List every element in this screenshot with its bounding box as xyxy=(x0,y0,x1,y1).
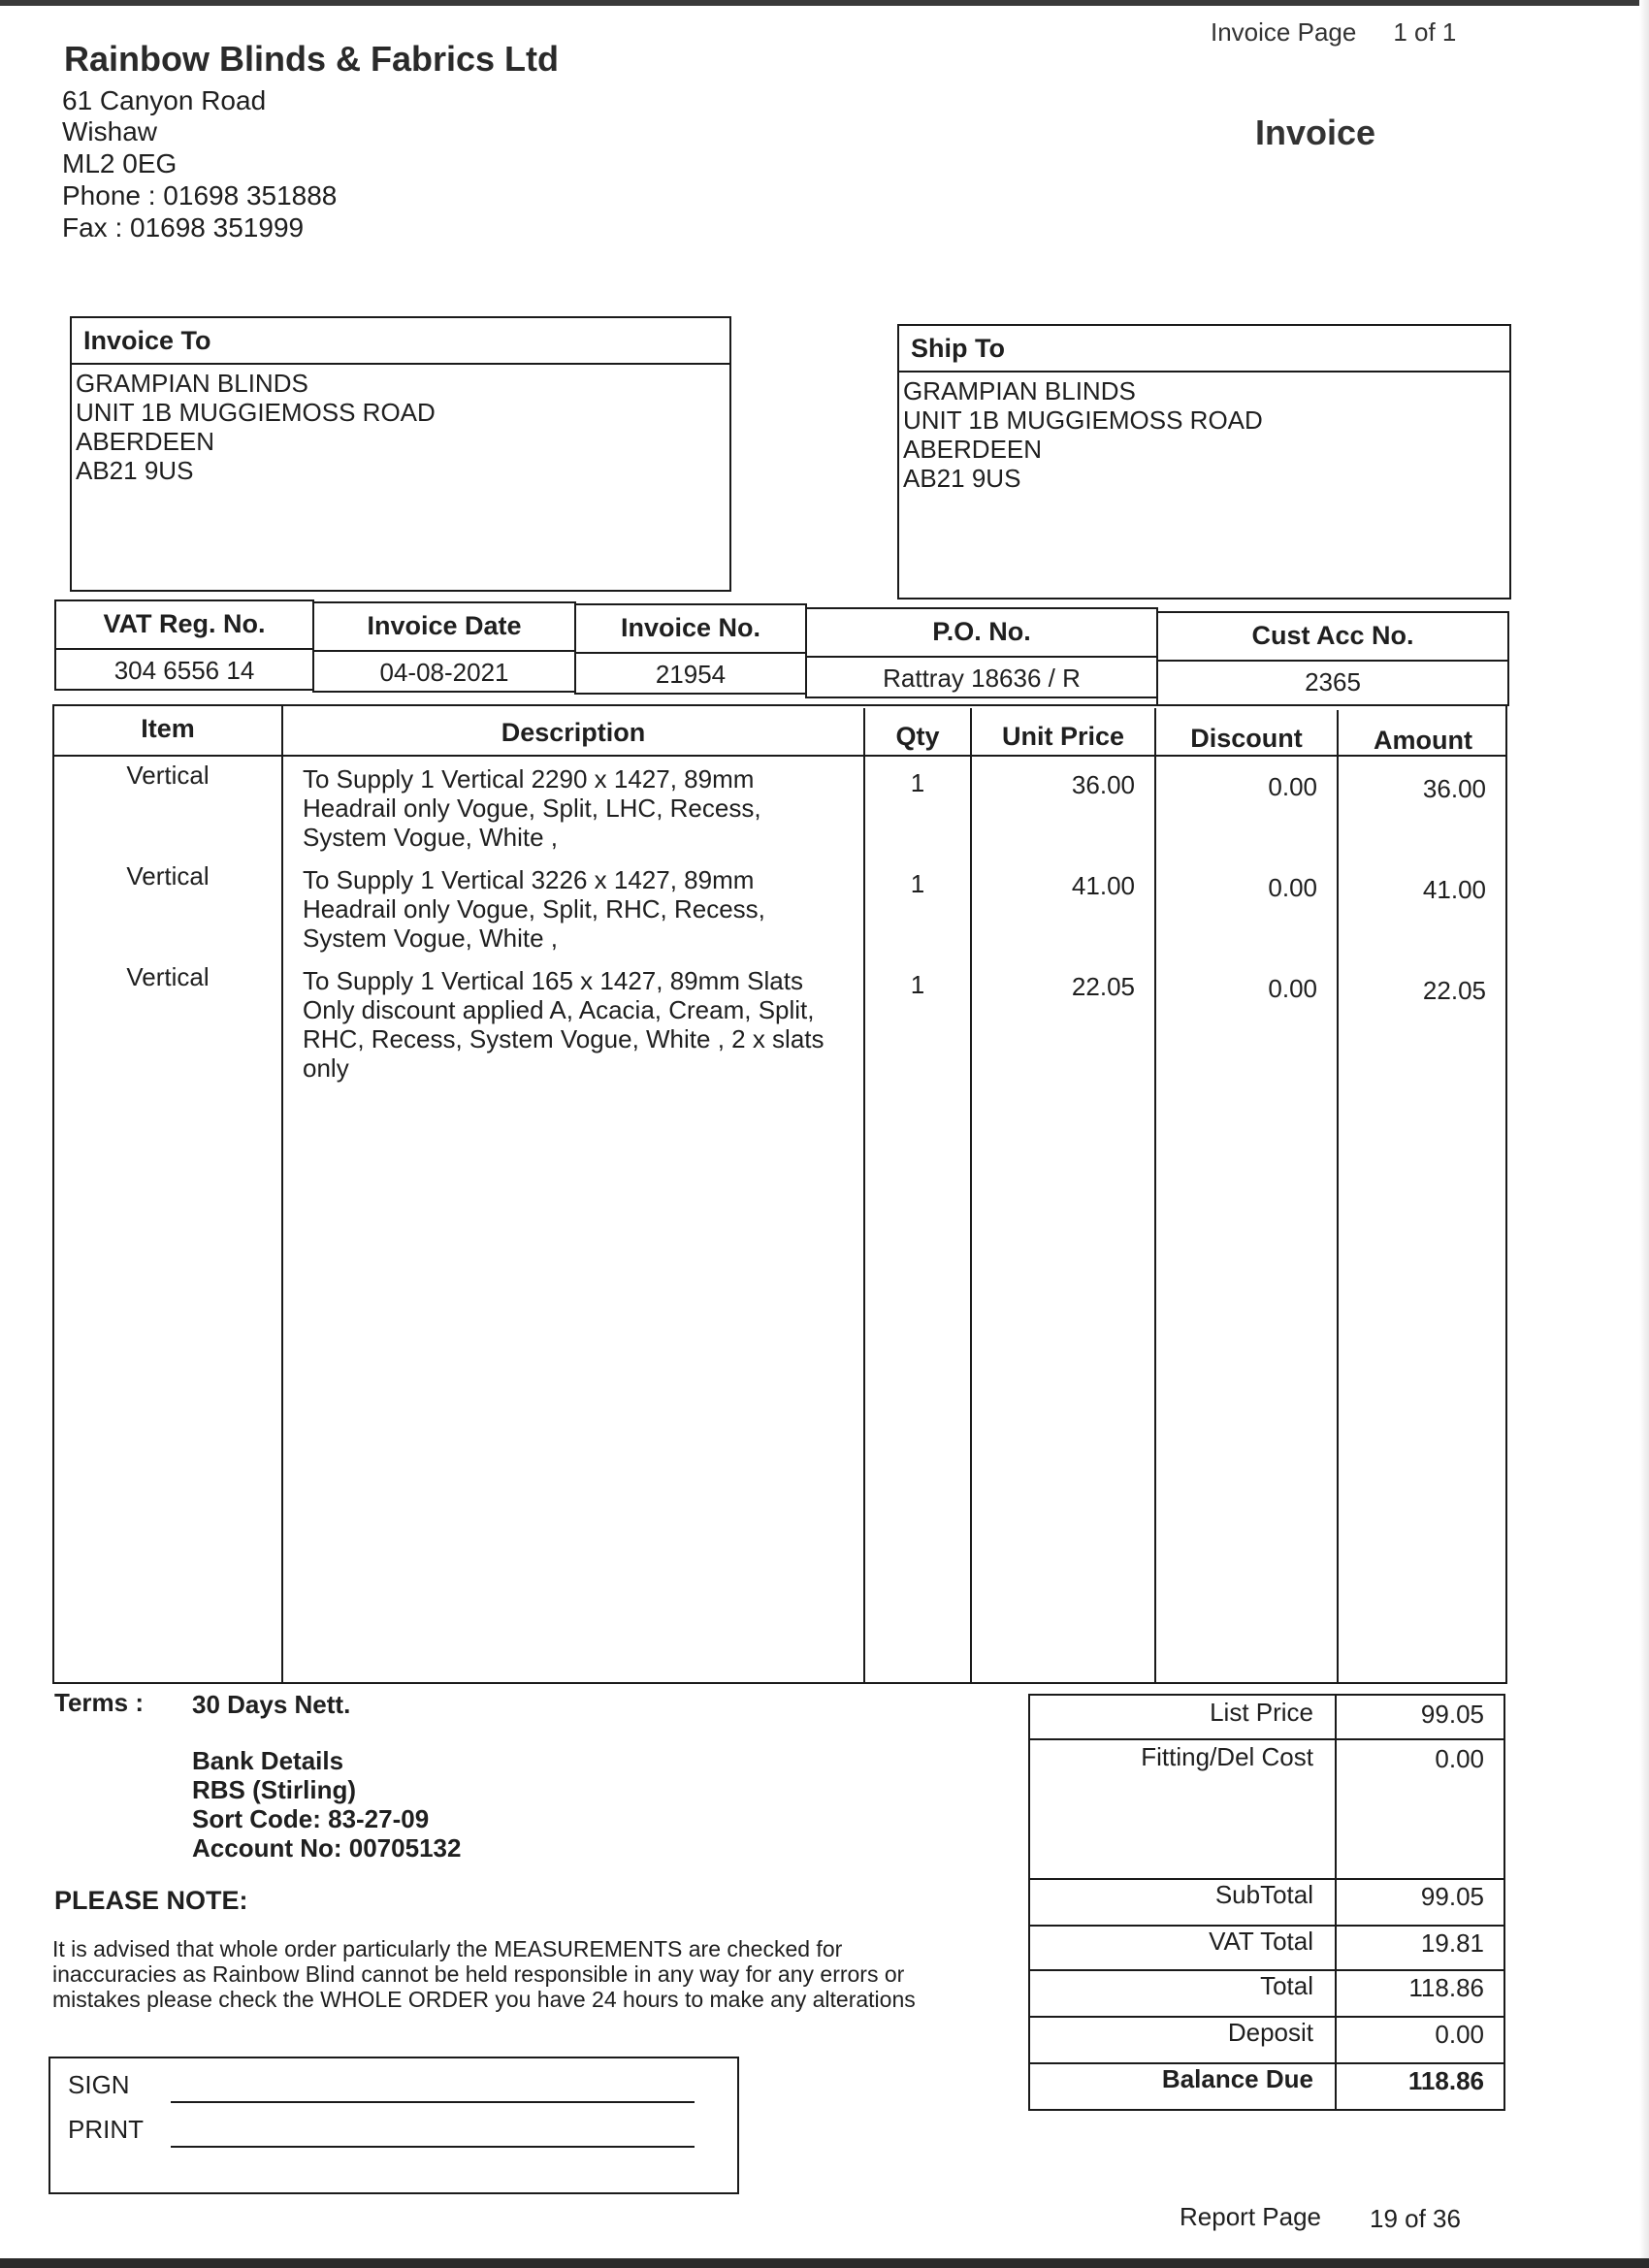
discount-column-header: Discount xyxy=(1190,724,1303,753)
description-line: To Supply 1 Vertical 2290 x 1427, 89mm xyxy=(303,764,755,794)
document-title: Invoice xyxy=(1255,113,1376,152)
description-line: RHC, Recess, System Vogue, White , 2 x slats xyxy=(303,1024,824,1053)
signature-box xyxy=(48,2057,739,2194)
description-line: Only discount applied A, Acacia, Cream, Split, xyxy=(303,995,815,1024)
invoice-page-indicator xyxy=(1211,17,1456,48)
table-row-amount: 22.05 xyxy=(1422,976,1486,1005)
invoice-no-value: 21954 xyxy=(574,652,807,695)
po-no-value: Rattray 18636 / R xyxy=(805,656,1158,698)
table-row-amount: 36.00 xyxy=(1422,774,1486,803)
col-divider xyxy=(970,708,972,1682)
table-row-unit-price: 41.00 xyxy=(1071,871,1135,900)
ship-to-line: AB21 9US xyxy=(903,464,1021,493)
deposit-value: 0.00 xyxy=(1435,2020,1484,2049)
description-line: System Vogue, White , xyxy=(303,923,559,953)
bank-details xyxy=(192,1746,461,1863)
print-label: PRINT xyxy=(68,2115,144,2144)
company-fax: Fax : 01698 351999 xyxy=(62,212,305,243)
vat-reg-header: VAT Reg. No. xyxy=(54,599,314,650)
cust-acc-header: Cust Acc No. xyxy=(1156,611,1509,662)
terms-value: 30 Days Nett. xyxy=(192,1690,351,1719)
vat-reg-value: 304 6556 14 xyxy=(54,648,314,691)
invoice-to-line: GRAMPIAN BLINDS xyxy=(76,369,308,398)
balance-due-label: Balance Due xyxy=(1161,2064,1313,2093)
description-line: To Supply 1 Vertical 165 x 1427, 89mm Slats xyxy=(303,966,803,995)
scan-edge-right xyxy=(1639,0,1649,2268)
description-line: only xyxy=(303,1053,349,1083)
invoice-no-header: Invoice No. xyxy=(574,603,807,654)
table-row-item: Vertical xyxy=(126,962,210,991)
scan-edge-bottom xyxy=(0,2258,1649,2268)
report-page-label: Report Page xyxy=(1180,2202,1321,2231)
table-row-description xyxy=(303,865,856,953)
please-note-text xyxy=(52,1936,984,2012)
company-name: Rainbow Blinds & Fabrics Ltd xyxy=(64,39,560,79)
totals-divider xyxy=(1028,1738,1505,1740)
bank-name: RBS (Stirling) xyxy=(192,1775,356,1804)
deposit-label: Deposit xyxy=(1227,2018,1313,2047)
invoice-to-line: AB21 9US xyxy=(76,456,194,485)
po-no-header: P.O. No. xyxy=(805,607,1158,658)
table-row-unit-price: 36.00 xyxy=(1071,770,1135,799)
invoice-page-label: Invoice Page xyxy=(1211,17,1357,47)
unit-price-column-header: Unit Price xyxy=(1001,722,1125,751)
subtotal-value: 99.05 xyxy=(1420,1882,1484,1911)
col-divider xyxy=(1337,710,1339,1682)
table-row-discount: 0.00 xyxy=(1268,974,1317,1003)
table-row-description xyxy=(303,764,856,852)
fitting-del-cost-value: 0.00 xyxy=(1435,1744,1484,1773)
ship-to-line: GRAMPIAN BLINDS xyxy=(903,376,1136,405)
invoice-to-box xyxy=(70,316,731,592)
amount-column-header: Amount xyxy=(1374,726,1472,755)
list-price-label: List Price xyxy=(1210,1698,1313,1727)
item-column-header: Item xyxy=(141,714,195,743)
description-column-header: Description xyxy=(501,718,646,747)
bank-details-title: Bank Details xyxy=(192,1746,344,1775)
fitting-del-cost-label: Fitting/Del Cost xyxy=(1141,1742,1313,1771)
sort-code: Sort Code: 83-27-09 xyxy=(192,1804,430,1833)
vat-total-label: VAT Total xyxy=(1209,1927,1313,1956)
table-row-unit-price: 22.05 xyxy=(1071,972,1135,1001)
cust-acc-value: 2365 xyxy=(1156,660,1509,706)
subtotal-label: SubTotal xyxy=(1214,1880,1313,1909)
vat-total-value: 19.81 xyxy=(1420,1928,1484,1958)
table-row-qty: 1 xyxy=(910,970,925,999)
table-row-qty: 1 xyxy=(910,869,925,898)
total-value: 118.86 xyxy=(1408,1973,1484,2002)
ship-to-box xyxy=(897,324,1511,599)
description-line: To Supply 1 Vertical 3226 x 1427, 89mm xyxy=(303,865,755,894)
invoice-to-label: Invoice To xyxy=(72,318,729,365)
table-row-qty: 1 xyxy=(910,768,925,797)
col-divider xyxy=(1154,708,1156,1682)
col-divider xyxy=(863,708,865,1682)
company-address-town: Wishaw xyxy=(62,116,158,146)
scan-edge-top xyxy=(0,0,1649,6)
company-address-postcode: ML2 0EG xyxy=(62,148,178,178)
please-note-title: PLEASE NOTE: xyxy=(54,1886,248,1915)
invoice-date-value: 04-08-2021 xyxy=(312,650,576,693)
ship-to-line: ABERDEEN xyxy=(903,435,1043,464)
col-divider xyxy=(281,706,283,1682)
ship-to-label: Ship To xyxy=(899,326,1509,373)
table-row-description xyxy=(303,966,856,1083)
description-line: Headrail only Vogue, Split, RHC, Recess, xyxy=(303,894,765,923)
invoice-to-line: ABERDEEN xyxy=(76,427,215,456)
note-line: It is advised that whole order particularly the MEASUREMENTS are checked for xyxy=(52,1936,843,1961)
print-line[interactable] xyxy=(171,2146,695,2148)
sign-label: SIGN xyxy=(68,2070,130,2099)
items-header-divider xyxy=(52,755,1507,757)
ship-to-line: UNIT 1B MUGGIEMOSS ROAD xyxy=(903,405,1263,435)
report-page-value: 19 of 36 xyxy=(1370,2204,1461,2233)
qty-column-header: Qty xyxy=(895,722,940,751)
note-line: mistakes please check the WHOLE ORDER you have 24 hours to make any alterations xyxy=(52,1987,916,2012)
invoice-page-value: 1 of 1 xyxy=(1393,17,1457,47)
list-price-value: 99.05 xyxy=(1420,1700,1484,1729)
balance-due-value: 118.86 xyxy=(1407,2066,1484,2095)
table-row-item: Vertical xyxy=(126,861,210,891)
invoice-to-address xyxy=(76,369,436,485)
description-line: Headrail only Vogue, Split, LHC, Recess, xyxy=(303,794,761,823)
account-number: Account No: 00705132 xyxy=(192,1833,462,1863)
invoice-to-line: UNIT 1B MUGGIEMOSS ROAD xyxy=(76,398,436,427)
sign-line[interactable] xyxy=(171,2101,695,2103)
company-phone: Phone : 01698 351888 xyxy=(62,180,338,211)
table-row-amount: 41.00 xyxy=(1422,875,1486,904)
table-row-discount: 0.00 xyxy=(1268,772,1317,801)
total-label: Total xyxy=(1260,1971,1313,2000)
table-row-item: Vertical xyxy=(126,761,210,790)
note-line: inaccuracies as Rainbow Blind cannot be held responsible in any way for any errors or xyxy=(52,1961,905,1987)
description-line: System Vogue, White , xyxy=(303,823,559,852)
ship-to-address xyxy=(903,376,1263,493)
invoice-date-header: Invoice Date xyxy=(312,601,576,652)
company-address-street: 61 Canyon Road xyxy=(62,85,267,115)
terms-label: Terms : xyxy=(54,1688,144,1717)
table-row-discount: 0.00 xyxy=(1268,873,1317,902)
